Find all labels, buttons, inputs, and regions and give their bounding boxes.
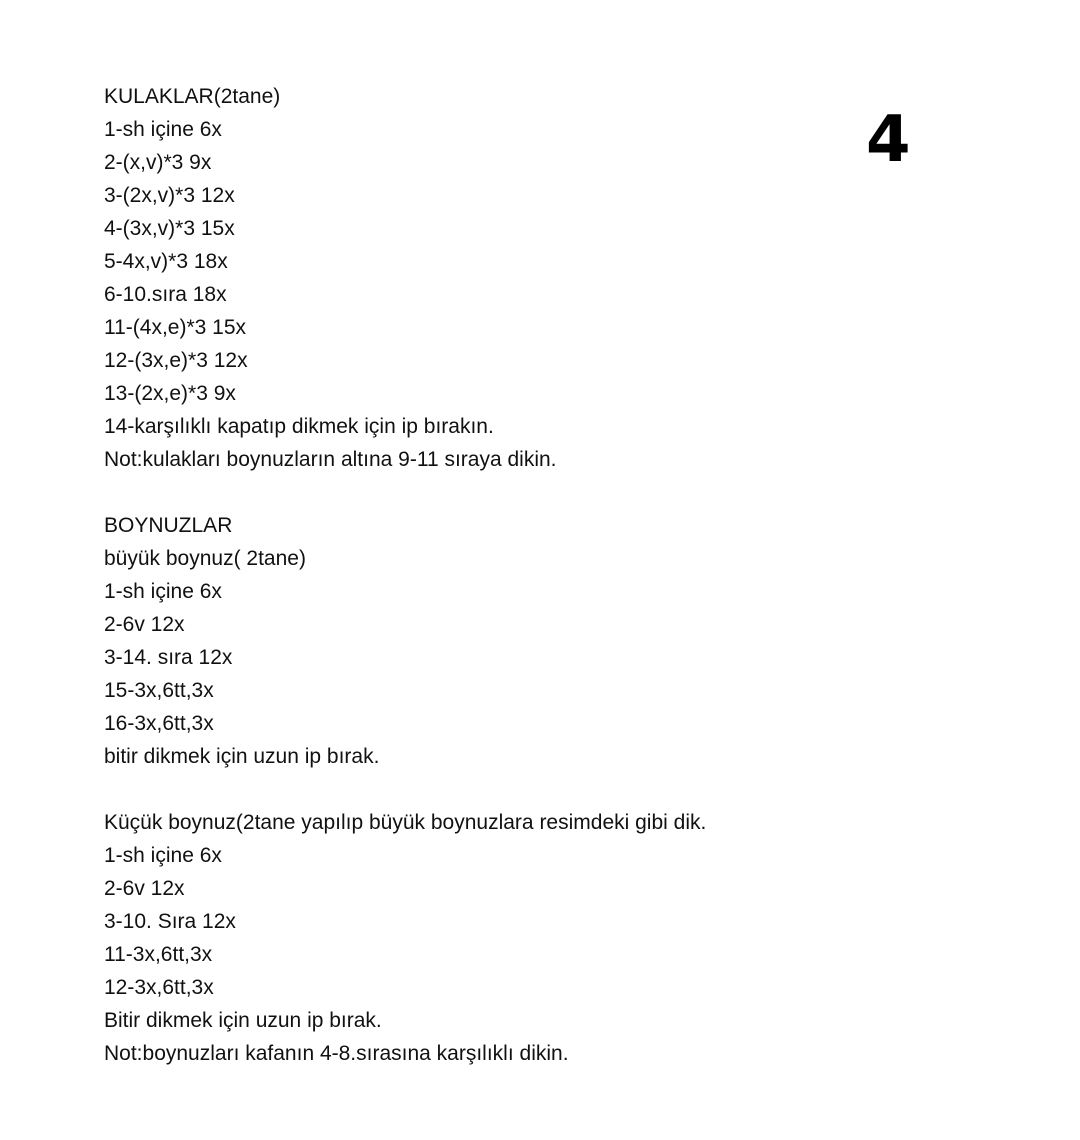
instruction-line: 3-(2x,v)*3 12x (104, 184, 235, 207)
instruction-line: 2-6v 12x (104, 613, 185, 636)
instruction-line: 5-4x,v)*3 18x (104, 250, 228, 273)
instruction-line: 13-(2x,e)*3 9x (104, 382, 236, 405)
section-spacer (104, 476, 1004, 509)
instruction-line: 16-3x,6tt,3x (104, 712, 214, 735)
document-body (104, 80, 1004, 1070)
section-spacer (104, 773, 1004, 806)
instruction-line: Bitir dikmek için uzun ip bırak. (104, 1009, 382, 1032)
instruction-line: 11-3x,6tt,3x (104, 943, 213, 966)
subsection-title-big-horn: büyük boynuz( 2tane) (104, 547, 306, 570)
instruction-line: 6-10.sıra 18x (104, 283, 227, 306)
section-horns (104, 509, 1004, 773)
instruction-line: 1-sh içine 6x (104, 844, 222, 867)
instruction-line: 15-3x,6tt,3x (104, 679, 214, 702)
instruction-line: 11-(4x,e)*3 15x (104, 316, 247, 339)
instruction-line: 3-14. sıra 12x (104, 646, 233, 669)
note-line: Not:boynuzları kafanın 4-8.sırasına karşılıklı dikin. (104, 1042, 569, 1065)
subsection-title-small-horn: Küçük boynuz(2tane yapılıp büyük boynuzlara resimdeki gibi dik. (104, 811, 707, 834)
section-ears (104, 80, 1004, 476)
section-title-ears: KULAKLAR(2tane) (104, 85, 281, 108)
instruction-line: 3-10. Sıra 12x (104, 910, 236, 933)
instruction-line: 2-6v 12x (104, 877, 185, 900)
instruction-line: bitir dikmek için uzun ip bırak. (104, 745, 380, 768)
instruction-line: 1-sh içine 6x (104, 118, 222, 141)
instruction-line: 14-karşılıklı kapatıp dikmek için ip bırakın. (104, 415, 494, 438)
instruction-line: 12-(3x,e)*3 12x (104, 349, 248, 372)
instruction-line: 12-3x,6tt,3x (104, 976, 214, 999)
instruction-line: 1-sh içine 6x (104, 580, 222, 603)
page-number: 4 (866, 103, 911, 177)
section-title-horns: BOYNUZLAR (104, 514, 233, 537)
section-small-horn (104, 806, 1004, 1070)
note-line: Not:kulakları boynuzların altına 9-11 sıraya dikin. (104, 448, 557, 471)
instruction-line: 4-(3x,v)*3 15x (104, 217, 235, 240)
instruction-line: 2-(x,v)*3 9x (104, 151, 212, 174)
